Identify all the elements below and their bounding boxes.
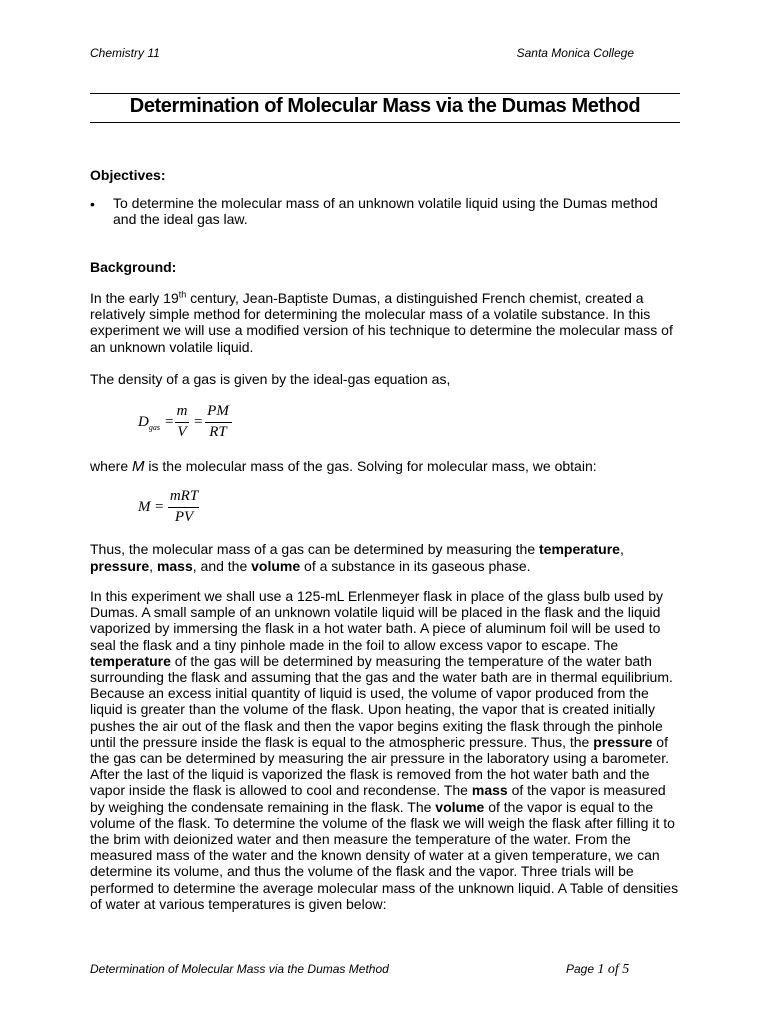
eq2-bar	[168, 507, 199, 508]
p4-text: Thus, the molecular mass of a gas can be determined by measuring the	[90, 541, 540, 557]
p5-line: Dumas. A small sample of an unknown volatile liquid will be placed in the flask and the liquid	[90, 604, 661, 621]
p5-line: performed to determine the average molecular mass of the unknown liquid. A Table of densities	[90, 879, 679, 896]
p4-text: ,	[149, 558, 157, 574]
p5-line: seal the flask and a tiny pinhole made in the foil to allow excess vapor to escape. The	[90, 636, 619, 653]
objective-line: and the ideal gas law.	[113, 211, 248, 228]
footer-title: Determination of Molecular Mass via the Dumas Method	[90, 962, 389, 976]
p1-line: experiment we will use a modified version of his technique to determine the molecular mass of	[90, 322, 673, 339]
background-heading: Background:	[90, 259, 177, 275]
eq2-equals: =	[155, 499, 164, 515]
eq1-frac2-bar	[205, 422, 232, 423]
objective-line: To determine the molecular mass of an unknown volatile liquid using the Dumas method	[113, 195, 658, 211]
p5-text: of the vapor is measured	[507, 782, 666, 799]
eq2-lhs: M	[138, 499, 151, 515]
bullet-icon: •	[90, 196, 95, 212]
p4-text: ,	[619, 541, 624, 557]
eq1-subscript: gas	[148, 423, 160, 432]
p5-line: the brim with deionized water and then measure the temperature of the water. From the	[90, 831, 631, 848]
p5-text: by weighing the condensate remaining in the flask. The	[90, 798, 436, 815]
p4-bold-pressure: pressure	[90, 558, 150, 574]
p5-line: surrounding the flask and assuming that the gas and the water bath are in thermal equilibrium.	[90, 669, 673, 686]
p5-line: In this experiment we shall use a 125-mL Erlenmeyer flask in place of the glass bulb used by	[90, 588, 664, 604]
eq1-equals-2: =	[194, 414, 203, 430]
page-count: 1 of 5	[597, 962, 630, 977]
eq1-equals-1: =	[165, 414, 174, 430]
p1-text: century, Jean-Baptiste Dumas, a distinguished French chemist, created a	[186, 290, 644, 306]
p5-line: volume of the flask. To determine the volume of the flask we will weigh the flask after filling it to	[90, 814, 675, 831]
eq2-num: mRT	[169, 488, 199, 504]
background-paragraph-5	[90, 588, 690, 912]
title-bottom-rule	[90, 122, 680, 123]
p1-line: relatively simple method for determining the molecular mass of a volatile substance. In this	[90, 306, 651, 323]
background-paragraph-2: The density of a gas is given by the ideal-gas equation as,	[90, 371, 451, 387]
eq1-frac1-num: m	[176, 403, 188, 419]
p1-text: In the early 19	[90, 290, 179, 306]
background-paragraph-1	[90, 290, 690, 355]
p5-bold-mass: mass	[471, 782, 508, 799]
page-title: Determination of Molecular Mass via the Dumas Method	[129, 95, 641, 117]
p4-bold-volume: volume	[251, 558, 301, 574]
header-course: Chemistry 11	[90, 46, 160, 60]
header-college: Santa Monica College	[516, 46, 634, 60]
p5-line	[90, 653, 690, 669]
p1-line: an unknown volatile liquid.	[90, 338, 254, 355]
p5-line: pushes the air out of the flask and then the vapor begins exiting the flask through the pinhole	[90, 717, 663, 734]
p5-line: measured mass of the water and the known density of water at a given temperature, we can	[90, 847, 660, 864]
p5-line: the gas can be determined by measuring the air pressure in the laboratory using a barometer.	[90, 750, 669, 767]
p5-line: of water at various temperatures is given below:	[90, 895, 387, 912]
title-top-rule	[90, 93, 680, 94]
p5-bold-volume: volume	[435, 798, 485, 815]
p5-line: vaporized by immersing the flask in a hot water bath. A piece of aluminum foil will be used to	[90, 620, 661, 637]
p5-line: Because an excess initial quantity of liquid is used, the volume of vapor produced from the	[90, 685, 649, 702]
p4-text: of a substance in its gaseous phase.	[300, 558, 531, 574]
p5-text: of	[652, 733, 668, 750]
p5-line: liquid is greater than the volume of the flask. Upon heating, the vapor that is created initially	[90, 701, 655, 718]
p5-bold-pressure: pressure	[593, 733, 653, 750]
eq1-frac2-den: RT	[209, 424, 227, 440]
p3-text: is the molecular mass of the gas. Solving for molecular mass, we obtain:	[144, 458, 597, 474]
p5-text: until the pressure inside the flask is equal to the atmospheric pressure. Thus, the	[90, 733, 594, 750]
p5-line	[90, 782, 690, 798]
eq1-symbol-d: D	[138, 414, 149, 430]
eq1-frac1-bar	[175, 422, 189, 423]
p5-line: After the last of the liquid is vaporized the flask is removed from the hot water bath and the	[90, 766, 650, 783]
background-paragraph-4	[90, 541, 690, 575]
p5-line	[90, 799, 690, 815]
p5-line: determine its volume, and thus the volume of the flask and the vapor. Three trials will be	[90, 863, 634, 880]
eq1-frac2-num: PM	[207, 403, 229, 419]
p5-text: vapor inside the flask is allowed to cool and recondense. The	[90, 782, 472, 799]
p5-line	[90, 734, 690, 750]
eq2-den: PV	[174, 509, 194, 525]
p5-text: of the gas will be determined by measuring the temperature of the water bath	[170, 652, 652, 669]
page-number	[566, 962, 629, 978]
p3-variable-m: M	[132, 458, 145, 475]
p3-text: where	[90, 458, 133, 474]
p5-text: of the vapor is equal to the	[484, 798, 654, 815]
page-label: Page	[566, 962, 598, 976]
eq1-frac1-den: V	[177, 424, 187, 440]
p4-text: , and the	[192, 558, 252, 574]
eq1-lhs	[138, 414, 160, 432]
objectives-heading: Objectives:	[90, 167, 166, 183]
background-paragraph-3	[90, 458, 690, 475]
p5-bold-temperature: temperature	[90, 652, 171, 669]
superscript-th: th	[178, 289, 187, 300]
p4-bold-temperature: temperature	[539, 541, 620, 557]
objective-item	[113, 195, 693, 227]
p4-bold-mass: mass	[156, 558, 193, 574]
